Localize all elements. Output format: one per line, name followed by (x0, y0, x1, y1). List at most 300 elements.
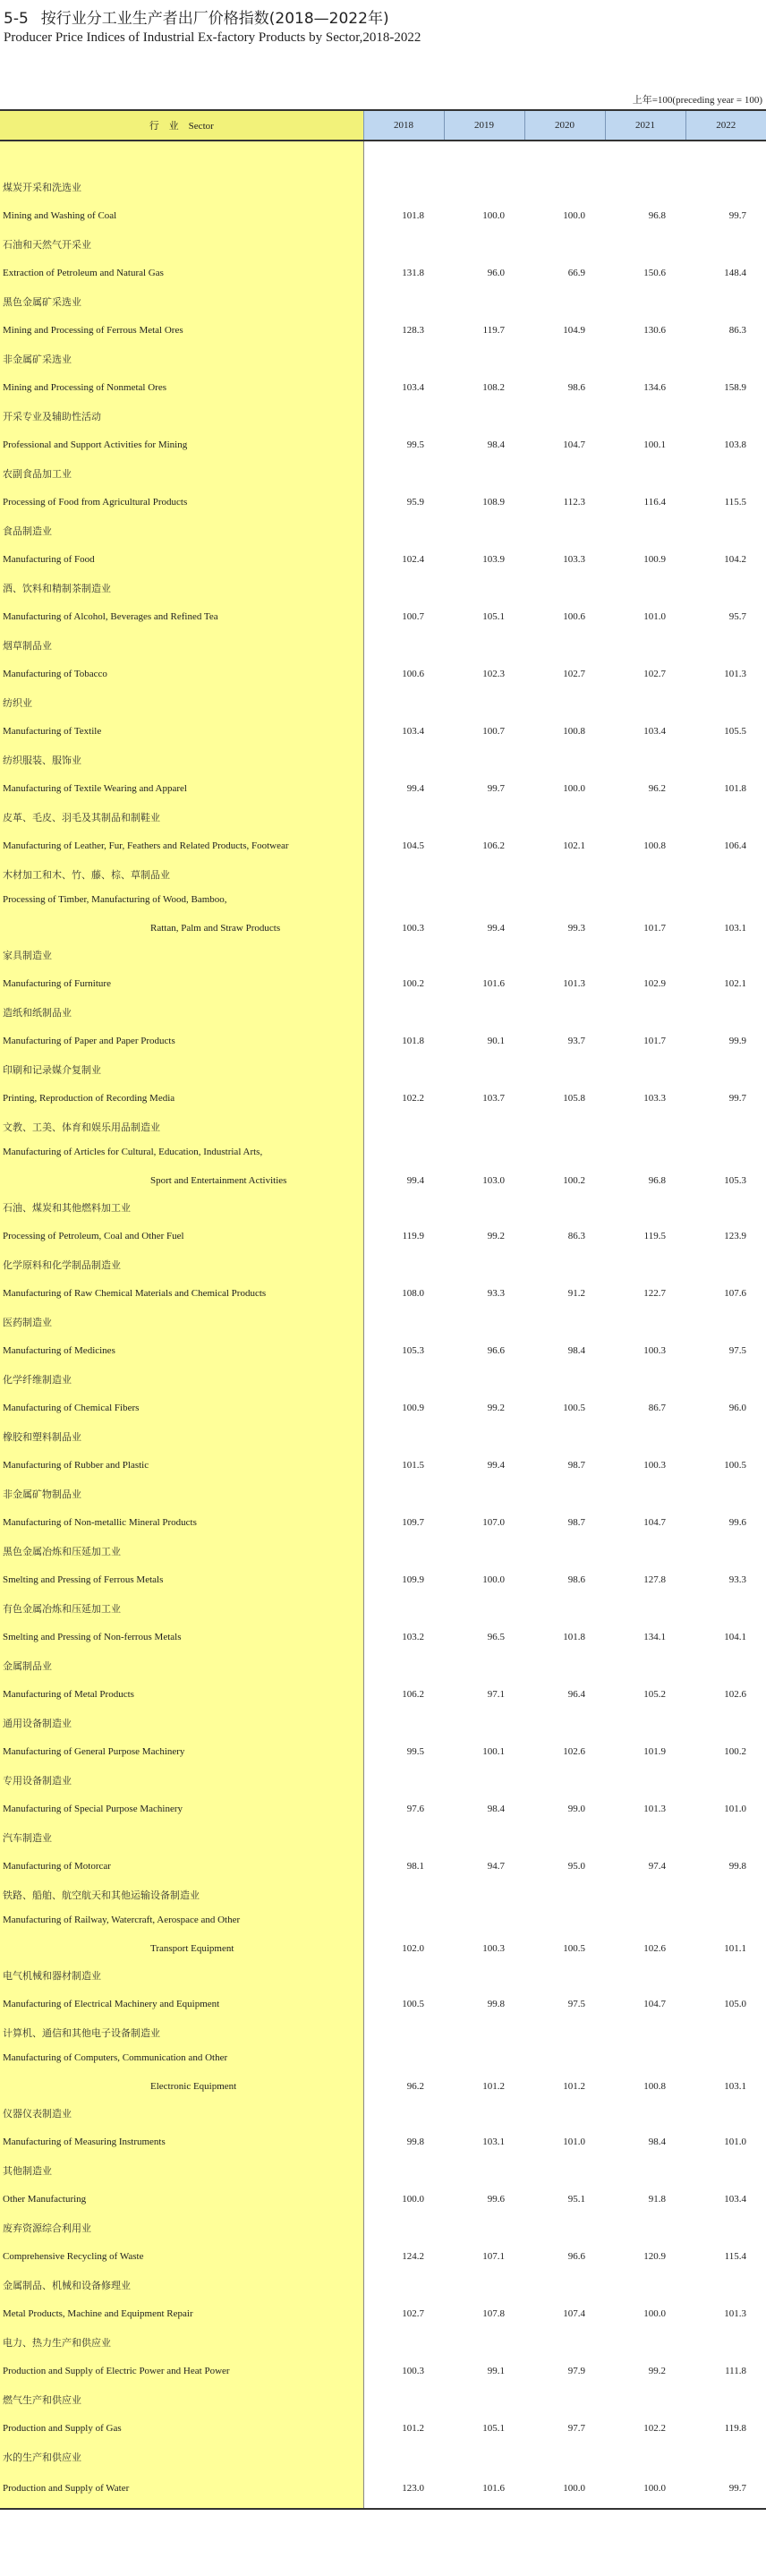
index-value: 102.6 (724, 1689, 746, 1700)
index-value: 103.9 (482, 554, 505, 565)
empty-cell (524, 863, 605, 886)
empty-cell (444, 1139, 524, 1165)
index-value: 95.9 (406, 497, 424, 508)
empty-cell (685, 1196, 766, 1219)
index-value: 102.4 (402, 554, 424, 565)
index-value: 103.4 (643, 726, 666, 737)
index-value: 102.7 (563, 669, 585, 679)
index-value: 99.7 (685, 2469, 766, 2509)
empty-cell (444, 1711, 524, 1735)
index-value: 102.3 (482, 669, 505, 679)
empty-cell (685, 1310, 766, 1334)
table-row-cn (0, 1425, 766, 1448)
index-value: 101.2 (402, 2423, 424, 2434)
index-value: 98.6 (567, 1574, 585, 1585)
empty-cell (605, 347, 685, 371)
empty-cell (444, 1769, 524, 1792)
index-value: 120.9 (643, 2251, 666, 2262)
index-value: 119.5 (643, 1231, 666, 1241)
sector-name-cn: 木材加工和木、竹、藤、棕、草制品业 (0, 863, 363, 886)
empty-cell (605, 1253, 685, 1276)
empty-cell (605, 863, 685, 886)
sector-name-en: Manufacturing of Textile Wearing and Apparel (0, 772, 363, 806)
empty-cell (524, 1654, 605, 1677)
index-value: 100.5 (563, 1403, 585, 1413)
index-value: 100.3 (482, 1943, 505, 1954)
index-value: 130.6 (643, 325, 666, 336)
empty-cell (524, 1001, 605, 1024)
empty-cell (524, 175, 605, 199)
index-value: 102.6 (643, 1943, 666, 1954)
sector-name-cn: 文教、工美、体育和娱乐用品制造业 (0, 1115, 363, 1139)
sector-name-en: Manufacturing of Rubber and Plastic (0, 1448, 363, 1482)
empty-cell (444, 2159, 524, 2182)
index-value: 103.1 (724, 2081, 746, 2092)
sector-name-cn: 计算机、通信和其他电子设备制造业 (0, 2021, 363, 2044)
empty-cell (444, 1597, 524, 1620)
table-row (0, 2071, 766, 2102)
empty-cell (524, 1115, 605, 1139)
empty-cell (685, 2044, 766, 2071)
sector-name-cn: 皮革、毛皮、羽毛及其制品和制鞋业 (0, 806, 363, 829)
empty-cell (524, 290, 605, 313)
empty-cell (524, 1883, 605, 1906)
empty-cell (524, 634, 605, 657)
index-value: 96.2 (406, 2081, 424, 2092)
table-row-cn (0, 2102, 766, 2125)
index-value: 100.8 (643, 2081, 666, 2092)
empty-cell (524, 1368, 605, 1391)
index-value: 100.6 (402, 669, 424, 679)
empty-cell (444, 2388, 524, 2411)
sector-name-en-cont: Sport and Entertainment Activities (0, 1165, 363, 1196)
index-value: 93.3 (487, 1288, 505, 1299)
empty-cell (685, 1115, 766, 1139)
empty-cell (363, 233, 444, 256)
empty-cell (524, 233, 605, 256)
sector-name-cn: 烟草制品业 (0, 634, 363, 657)
index-value: 103.7 (482, 1093, 505, 1104)
index-value: 97.5 (728, 1345, 746, 1356)
index-value: 93.7 (567, 1036, 585, 1046)
sector-name-cn: 酒、饮料和精制茶制造业 (0, 576, 363, 600)
index-value: 100.3 (643, 1460, 666, 1471)
index-value: 97.5 (567, 1999, 585, 2009)
empty-cell (363, 1425, 444, 1448)
index-value: 100.9 (643, 554, 666, 565)
sector-name-cn: 医药制造业 (0, 1310, 363, 1334)
table-row-cn (0, 1253, 766, 1276)
index-value: 101.0 (724, 1804, 746, 1814)
empty-cell (605, 1310, 685, 1334)
table-row (0, 199, 766, 233)
empty-cell (363, 1115, 444, 1139)
empty-cell (605, 2102, 685, 2125)
index-value: 102.0 (402, 1943, 424, 1954)
empty-cell (363, 1001, 444, 1024)
table-row (0, 657, 766, 691)
index-value: 101.7 (643, 923, 666, 934)
sector-name-en: Manufacturing of Non-metallic Mineral Products (0, 1506, 363, 1540)
empty-cell (685, 1058, 766, 1081)
index-value: 108.2 (482, 382, 505, 393)
index-value: 102.2 (402, 1093, 424, 1104)
index-value: 101.3 (643, 1804, 666, 1814)
table-row (0, 1506, 766, 1540)
index-value: 106.2 (402, 1689, 424, 1700)
empty-cell (444, 347, 524, 371)
empty-cell (363, 290, 444, 313)
sector-name-en: Processing of Petroleum, Coal and Other Fuel (0, 1219, 363, 1253)
index-value: 96.6 (567, 2251, 585, 2262)
empty-cell (605, 290, 685, 313)
sector-name-en: Manufacturing of Medicines (0, 1334, 363, 1368)
empty-cell (524, 691, 605, 714)
sector-name-en: Manufacturing of Electrical Machinery and Equipment (0, 1987, 363, 2021)
empty-cell (363, 1883, 444, 1906)
empty-cell (605, 1139, 685, 1165)
index-value: 131.8 (402, 268, 424, 278)
table-row (0, 2239, 766, 2273)
price-index-table (0, 109, 766, 2510)
index-value: 103.3 (643, 1093, 666, 1104)
empty-cell (524, 1540, 605, 1563)
index-value: 116.4 (643, 497, 666, 508)
empty-cell (524, 2273, 605, 2297)
sector-name-cn: 纺织业 (0, 691, 363, 714)
index-value: 101.6 (482, 978, 505, 989)
sector-name-cn: 煤炭开采和洗选业 (0, 175, 363, 199)
empty-cell (444, 405, 524, 428)
empty-cell (363, 943, 444, 967)
empty-cell (363, 886, 444, 913)
empty-cell (605, 1368, 685, 1391)
empty-cell (685, 1482, 766, 1506)
index-value: 100.9 (402, 1403, 424, 1413)
table-body (0, 141, 766, 2509)
index-value: 99.7 (487, 783, 505, 794)
empty-cell (605, 1964, 685, 1987)
table-row (0, 485, 766, 519)
index-value: 100.3 (402, 2366, 424, 2376)
sector-name-cn: 石油和天然气开采业 (0, 233, 363, 256)
empty-cell (524, 2388, 605, 2411)
table-row (0, 1849, 766, 1883)
sector-name-en: Manufacturing of Textile (0, 714, 363, 748)
index-value: 99.5 (406, 439, 424, 450)
index-value: 100.3 (402, 923, 424, 934)
empty-cell (444, 2273, 524, 2297)
empty-cell (685, 1711, 766, 1735)
sector-name-en: Other Manufacturing (0, 2182, 363, 2216)
page-title-cn (4, 5, 389, 28)
empty-cell (444, 1058, 524, 1081)
empty-cell (363, 519, 444, 542)
index-value: 104.7 (643, 1517, 666, 1528)
sector-name-en: Printing, Reproduction of Recording Media (0, 1081, 363, 1115)
sector-name-cn: 电气机械和器材制造业 (0, 1964, 363, 1987)
sector-name-en: Manufacturing of Computers, Communication and Other (0, 2044, 363, 2071)
index-value: 104.9 (563, 325, 585, 336)
table-row (0, 1987, 766, 2021)
index-value: 112.3 (563, 497, 585, 508)
empty-cell (363, 806, 444, 829)
index-value: 158.9 (724, 382, 746, 393)
sector-name-en: Manufacturing of Metal Products (0, 1677, 363, 1711)
empty-cell (363, 2021, 444, 2044)
sector-name-en-cont: Electronic Equipment (0, 2071, 363, 2102)
index-value: 107.4 (563, 2308, 585, 2319)
empty-cell (685, 863, 766, 886)
table-row (0, 1735, 766, 1769)
empty-cell (685, 2445, 766, 2469)
empty-cell (363, 175, 444, 199)
empty-cell (363, 748, 444, 772)
index-value: 100.5 (402, 1999, 424, 2009)
empty-cell (605, 1540, 685, 1563)
sector-name-en: Mining and Processing of Ferrous Metal Ores (0, 313, 363, 347)
table-row (0, 1677, 766, 1711)
empty-cell (685, 1001, 766, 1024)
index-value: 108.9 (482, 497, 505, 508)
index-value: 123.9 (724, 1231, 746, 1241)
empty-cell (444, 806, 524, 829)
empty-cell (363, 691, 444, 714)
header-year: 2020 (524, 110, 605, 141)
empty-cell (605, 1906, 685, 1933)
index-value: 103.4 (724, 2194, 746, 2205)
index-value: 97.1 (487, 1689, 505, 1700)
empty-cell (444, 1115, 524, 1139)
index-value: 107.1 (482, 2251, 505, 2262)
empty-cell (605, 1001, 685, 1024)
table-row-cn (0, 1883, 766, 1906)
index-value: 86.3 (567, 1231, 585, 1241)
empty-cell (524, 886, 605, 913)
sector-name-cn: 仪器仪表制造业 (0, 2102, 363, 2125)
empty-cell (444, 1906, 524, 1933)
table-row-cn (0, 1482, 766, 1506)
index-value: 99.3 (567, 923, 585, 934)
table-row (0, 2411, 766, 2445)
empty-cell (363, 634, 444, 657)
empty-cell (685, 806, 766, 829)
index-value: 97.7 (567, 2423, 585, 2434)
table-row-cn (0, 405, 766, 428)
empty-cell (444, 233, 524, 256)
index-value: 101.0 (724, 2137, 746, 2147)
empty-cell (605, 2388, 685, 2411)
index-value: 100.8 (563, 726, 585, 737)
empty-cell (605, 634, 685, 657)
empty-cell (444, 634, 524, 657)
table-row-en-line1 (0, 1906, 766, 1933)
header-row (0, 110, 766, 141)
index-value: 98.4 (648, 2137, 666, 2147)
index-value: 150.6 (643, 268, 666, 278)
index-value: 100.2 (402, 978, 424, 989)
empty-cell (363, 1964, 444, 1987)
index-value: 96.0 (728, 1403, 746, 1413)
index-value: 96.0 (487, 268, 505, 278)
index-value: 105.2 (643, 1689, 666, 1700)
empty-cell (605, 1058, 685, 1081)
header-year: 2022 (685, 110, 766, 141)
sector-name-en: Mining and Processing of Nonmetal Ores (0, 371, 363, 405)
empty-cell (605, 405, 685, 428)
empty-cell (605, 1482, 685, 1506)
index-value: 104.5 (402, 840, 424, 851)
index-value: 99.8 (728, 1861, 746, 1872)
sector-name-cn: 化学原料和化学制品制造业 (0, 1253, 363, 1276)
unit-note: 上年=100(preceding year = 100) (632, 95, 762, 106)
table-row-cn (0, 233, 766, 256)
empty-cell (444, 1196, 524, 1219)
index-value: 91.8 (648, 2194, 666, 2205)
table-row (0, 2125, 766, 2159)
empty-cell (524, 1425, 605, 1448)
empty-cell (444, 519, 524, 542)
empty-cell (363, 863, 444, 886)
empty-cell (685, 943, 766, 967)
sector-name-en: Smelting and Pressing of Ferrous Metals (0, 1563, 363, 1597)
index-value: 108.0 (402, 1288, 424, 1299)
sector-name-cn: 金属制品、机械和设备修理业 (0, 2273, 363, 2297)
index-value: 99.1 (487, 2366, 505, 2376)
empty-cell (524, 1482, 605, 1506)
empty-cell (444, 748, 524, 772)
index-value: 101.8 (402, 210, 424, 221)
empty-cell (524, 1769, 605, 1792)
empty-cell (444, 691, 524, 714)
empty-cell (524, 2102, 605, 2125)
table-row-cn (0, 1769, 766, 1792)
index-value: 102.1 (724, 978, 746, 989)
index-value: 106.2 (482, 840, 505, 851)
empty-cell (605, 2044, 685, 2071)
index-value: 102.2 (643, 2423, 666, 2434)
empty-cell (524, 2159, 605, 2182)
index-value: 99.2 (487, 1231, 505, 1241)
empty-cell (605, 1597, 685, 1620)
index-value: 98.4 (567, 1345, 585, 1356)
index-value: 115.5 (724, 497, 746, 508)
index-value: 99.0 (567, 1804, 585, 1814)
empty-cell (524, 748, 605, 772)
index-value: 102.1 (563, 840, 585, 851)
index-value: 100.2 (563, 1175, 585, 1186)
index-value: 103.1 (482, 2137, 505, 2147)
empty-cell (363, 1253, 444, 1276)
empty-cell (524, 1597, 605, 1620)
index-value: 101.6 (444, 2469, 524, 2509)
empty-cell (444, 576, 524, 600)
sector-name-cn: 专用设备制造业 (0, 1769, 363, 1792)
index-value: 91.2 (567, 1288, 585, 1299)
empty-cell (363, 1310, 444, 1334)
index-value: 66.9 (567, 268, 585, 278)
sector-name-en-cont: Transport Equipment (0, 1933, 363, 1964)
table-row (0, 772, 766, 806)
empty-cell (524, 519, 605, 542)
index-value: 99.9 (728, 1036, 746, 1046)
table-row-cn (0, 2331, 766, 2354)
table-row-cn (0, 1711, 766, 1735)
empty-cell (444, 1253, 524, 1276)
empty-cell (363, 1711, 444, 1735)
index-value: 98.7 (567, 1460, 585, 1471)
empty-cell (685, 2273, 766, 2297)
table-row (0, 2469, 766, 2509)
empty-cell (685, 748, 766, 772)
header-year: 2019 (444, 110, 524, 141)
sector-name-cn: 其他制造业 (0, 2159, 363, 2182)
empty-cell (685, 691, 766, 714)
empty-cell (685, 2331, 766, 2354)
empty-cell (605, 1196, 685, 1219)
table-row-cn (0, 290, 766, 313)
empty-cell (605, 2216, 685, 2239)
empty-cell (444, 290, 524, 313)
empty-cell (605, 1769, 685, 1792)
index-value: 99.2 (648, 2366, 666, 2376)
index-value: 100.0 (402, 2194, 424, 2205)
empty-cell (444, 1310, 524, 1334)
index-value: 100.2 (724, 1746, 746, 1757)
sector-name-en: Manufacturing of Railway, Watercraft, Aerospace and Other (0, 1906, 363, 1933)
empty-cell (524, 2021, 605, 2044)
empty-cell (685, 2159, 766, 2182)
index-value: 107.0 (482, 1517, 505, 1528)
empty-cell (605, 1425, 685, 1448)
empty-cell (685, 519, 766, 542)
index-value: 102.7 (643, 669, 666, 679)
table-row-cn (0, 2021, 766, 2044)
empty-cell (363, 2331, 444, 2354)
index-value: 99.4 (487, 1460, 505, 1471)
empty-cell (363, 2044, 444, 2071)
table-row (0, 600, 766, 634)
empty-cell (444, 1826, 524, 1849)
sector-name-en: Manufacturing of Special Purpose Machinery (0, 1792, 363, 1826)
sector-name-cn: 废弃资源综合利用业 (0, 2216, 363, 2239)
index-value: 127.8 (643, 1574, 666, 1585)
index-value: 100.1 (482, 1746, 505, 1757)
index-value: 115.4 (724, 2251, 746, 2262)
table-row-cn (0, 2445, 766, 2469)
index-value: 95.7 (728, 611, 746, 622)
index-value: 100.5 (724, 1460, 746, 1471)
sector-name-cn: 非金属矿物制品业 (0, 1482, 363, 1506)
index-value: 99.8 (406, 2137, 424, 2147)
empty-cell (605, 519, 685, 542)
table-row-cn (0, 519, 766, 542)
empty-cell (605, 886, 685, 913)
sector-name-en-cont: Rattan, Palm and Straw Products (0, 913, 363, 943)
empty-cell (605, 1711, 685, 1735)
index-value: 103.1 (724, 923, 746, 934)
sector-name-en: Production and Supply of Gas (0, 2411, 363, 2445)
table-row-cn (0, 943, 766, 967)
table-row (0, 1219, 766, 1253)
table-row (0, 1933, 766, 1964)
table-row-cn (0, 2159, 766, 2182)
index-value: 99.4 (406, 783, 424, 794)
index-value: 128.3 (402, 325, 424, 336)
empty-cell (524, 576, 605, 600)
empty-cell (444, 1540, 524, 1563)
table-row (0, 1448, 766, 1482)
